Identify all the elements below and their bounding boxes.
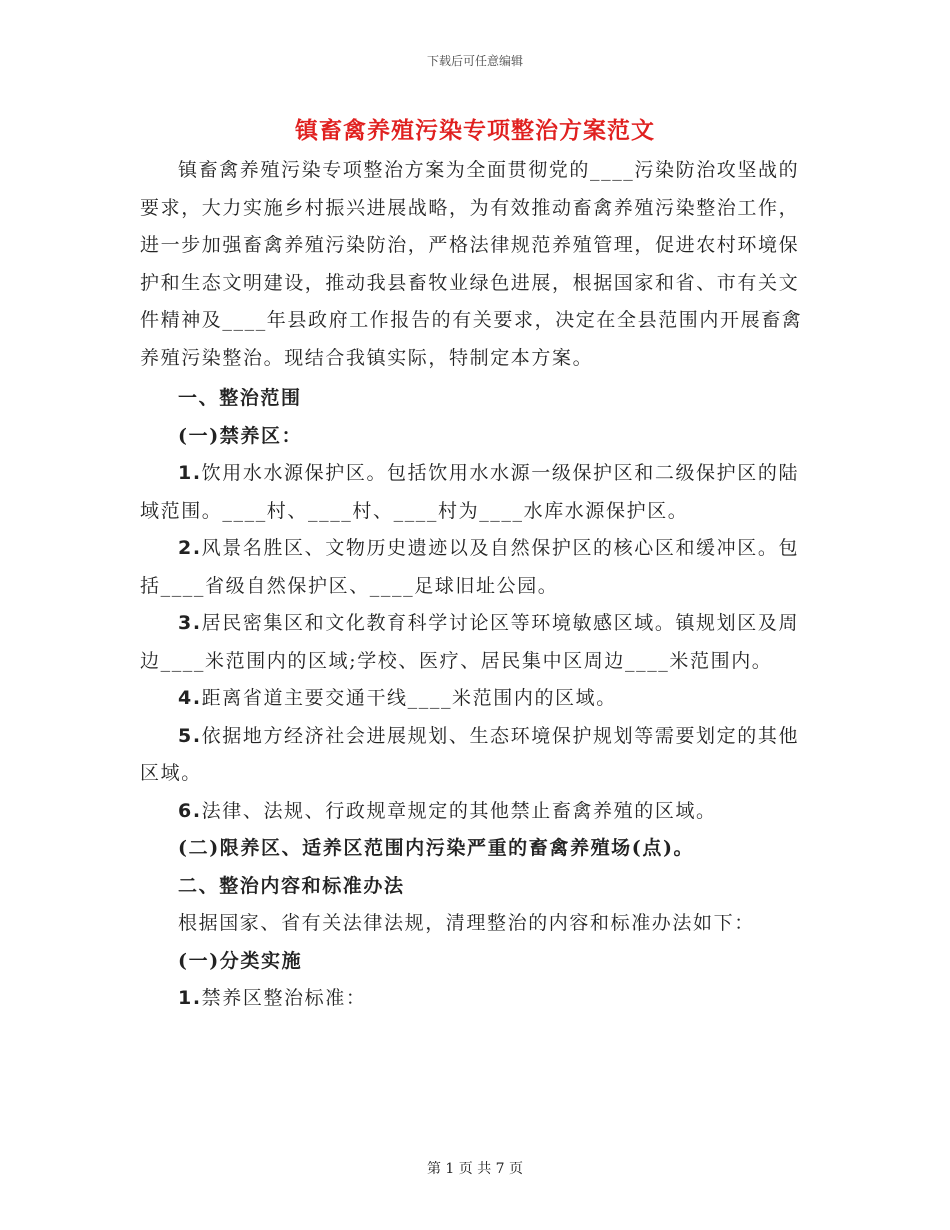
list-item-text: 依据地方经济社会进展规划、生态环境保护规划等需要划定的其他区域。 bbox=[140, 724, 800, 784]
list-item bbox=[140, 680, 810, 718]
list-item bbox=[140, 718, 810, 793]
list-item bbox=[140, 605, 810, 680]
list-item-number: 1. bbox=[178, 987, 202, 1009]
document-body bbox=[140, 152, 810, 1018]
section-heading-2: 二、整治内容和标准办法 bbox=[178, 874, 405, 897]
section-heading-1: 一、整治范围 bbox=[178, 387, 302, 409]
subsection-heading-2-1: (一)分类实施 bbox=[178, 949, 303, 972]
page-footer: 第 1 页 共 7 页 bbox=[426, 1161, 524, 1177]
subsection-heading-1-1: (一)禁养区： bbox=[178, 424, 303, 447]
list-item bbox=[140, 980, 810, 1018]
list-item-number: 5. bbox=[178, 724, 202, 747]
list-item-number: 2. bbox=[178, 537, 202, 559]
list-item-text: 居民密集区和文化教育科学讨论区等环境敏感区域。镇规划区及周边____米范围内的区域;学校、医疗、居民集中区周边____米范围内。 bbox=[140, 612, 800, 672]
header-note: 下载后可任意编辑 bbox=[426, 54, 523, 68]
list-item-text: 饮用水水源保护区。包括饮用水水源一级保护区和二级保护区的陆域范围。____村、____村、____村为____水库水源保护区。 bbox=[140, 462, 800, 522]
intro-paragraph: 镇畜禽养殖污染专项整治方案为全面贯彻党的____污染防治攻坚战的要求，大力实施乡村振兴进展战略，为有效推动畜禽养殖污染整治工作，进一步加强畜禽养殖污染防治，严格法律规范养殖管理，促进农村环境保护和生态文明建设，推动我县畜牧业绿色进展，根据国家和省、市有关文件精神及____年县政府工作报告的有关要求，决定在全县范围内开展畜禽养殖污染整治。现结合我镇实际，特制定本方案。 bbox=[140, 159, 803, 369]
subsection-heading-1-2: (二)限养区、适养区范围内污染严重的畜禽养殖场(点)。 bbox=[178, 837, 695, 859]
list-item-number: 6. bbox=[178, 799, 202, 822]
list-item-number: 4. bbox=[178, 687, 202, 709]
list-item-text: 法律、法规、行政规章规定的其他禁止畜禽养殖的区域。 bbox=[201, 799, 717, 822]
list-item bbox=[140, 793, 810, 831]
list-item-text: 禁养区整治标准： bbox=[201, 987, 367, 1009]
list-item bbox=[140, 455, 810, 530]
list-item-text: 风景名胜区、文物历史遗迹以及自然保护区的核心区和缓冲区。包括____省级自然保护区、____足球旧址公园。 bbox=[140, 537, 800, 597]
list-item-number: 3. bbox=[178, 612, 202, 634]
body-paragraph: 根据国家、省有关法律法规，清理整治的内容和标准办法如下： bbox=[178, 912, 755, 934]
document-title: 镇畜禽养殖污染专项整治方案范文 bbox=[295, 117, 655, 144]
list-item bbox=[140, 530, 810, 605]
list-item-text: 距离省道主要交通干线____米范围内的区域。 bbox=[201, 687, 617, 709]
list-item-number: 1. bbox=[178, 462, 202, 484]
